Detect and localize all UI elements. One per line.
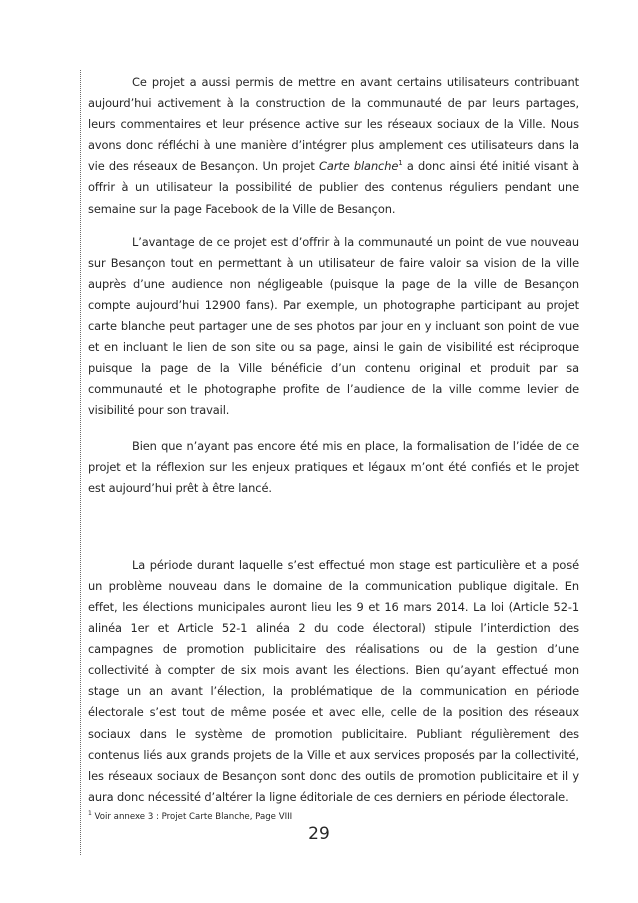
- footnote-text: Voir annexe 3 : Projet Carte Blanche, Page VIII: [91, 812, 293, 822]
- paragraph-1-text-a: Ce projet a aussi permis de mettre en avant certains utilisateurs contribuant aujourd’hui activement à la construction de la communauté de par leurs partages, leurs commentaires et leur présence active sur les réseaux sociaux de la Ville. Nous avons donc réfléchi à une manière d’intégrer plus amplement ces utilisateurs dans la vie des réseaux de Besançon. Un projet: [88, 75, 579, 174]
- paragraph-1-text-b: a donc ainsi été initié visant à offrir à un utilisateur la possibilité de publier des contenus réguliers pendant une semaine sur la page Facebook de la Ville de Besançon.: [88, 159, 580, 216]
- paragraph-carte-blanche-intro: [88, 72, 579, 220]
- paragraph-electoral-period: La période durant laquelle s’est effectué mon stage est particulière et a posé un problème nouveau dans le domaine de la communication publique digitale. En effet, les élections municipales auront lieu les 9 et 16 mars 2014. La loi (Article 52-1 alinéa 1er et Article 52-1 alinéa 2 du code électoral) stipule l’interdiction des campagnes de promotion publicitaire des réalisations ou de la gestion d’une collectivité à compter de six mois avant les élections. Bien qu’ayant effectué mon stage un an avant l’élection, la problématique de la communication en période électorale s’est tout de même posée et avec elle, celle de la position des réseaux sociaux dans le système de promotion publicitaire. Publiant régulièrement des contenus liés aux grands projets de la Ville et aux services proposés par la collectivité, les réseaux sociaux de Besançon sont donc des outils de promotion publicitaire et il y aura donc nécessité d’altérer la ligne éditoriale de ces derniers en période électorale.: [88, 557, 579, 804]
- paragraph-advantage: L’avantage de ce projet est d’offrir à la communauté un point de vue nouveau sur Besançon tout en permettant à un utilisateur de faire valoir sa vision de la ville auprès d’une audience non négligeable (puisque la page de la ville de Besançon compte aujourd’hui 12900 fans). Par exemple, un photographe participant au projet carte blanche peut partager une de ses photos par jour en y incluant son point de vue et en incluant le lien de son site ou sa page, ainsi le gain de visibilité est réciproque puisque la page de la Ville bénéficie d’un contenu original et produit par sa communauté et le photographe profite de l’audience de la ville comme levier de visibilité pour son travail.: [88, 234, 579, 418]
- paragraph-project-status: Bien que n’ayant pas encore été mis en place, la formalisation de l’idée de ce projet et la réflexion sur les enjeux pratiques et légaux m’ont été confiés et le projet est aujourd’hui prêt à être lancé.: [88, 438, 579, 495]
- footnote-mark: 1: [88, 810, 92, 818]
- page-number: 29: [308, 824, 330, 844]
- dotted-margin-rule: [80, 70, 81, 855]
- footnote: [88, 812, 579, 822]
- carte-blanche-emphasis: Carte blanche: [319, 159, 399, 174]
- body-text: [88, 72, 579, 808]
- footnote-reference: 1: [398, 159, 403, 168]
